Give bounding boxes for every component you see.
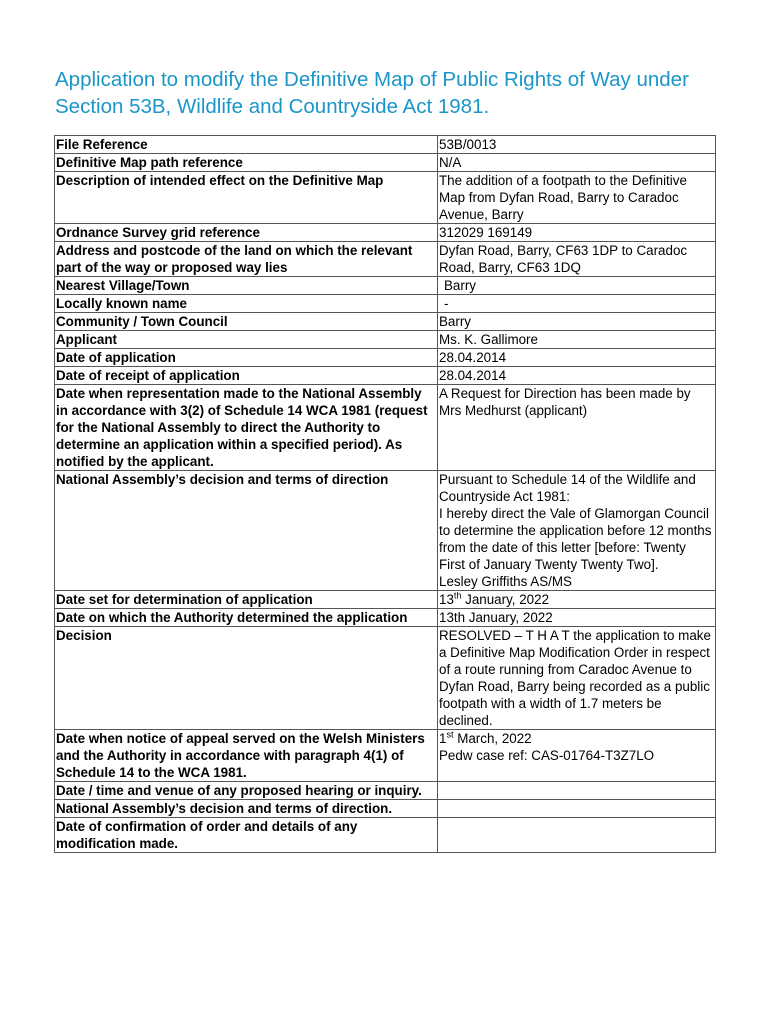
row-value	[438, 818, 716, 853]
row-label: File Reference	[55, 136, 438, 154]
application-details-table	[54, 135, 716, 853]
row-value: 28.04.2014	[438, 349, 716, 367]
row-value: RESOLVED – T H A T the application to make a Definitive Map Modification Order in respect of a route running from Caradoc Avenue to Dyfan Road, Barry being recorded as a public footpath with a width of 1.7 meters be declined.	[438, 627, 716, 730]
row-label: Address and postcode of the land on which the relevant part of the way or proposed way lies	[55, 242, 438, 277]
table-row	[55, 367, 716, 385]
table-row	[55, 154, 716, 172]
row-label: Locally known name	[55, 295, 438, 313]
date-ordinal: th	[453, 590, 462, 601]
table-row	[55, 782, 716, 800]
row-label: National Assembly’s decision and terms of direction	[55, 471, 438, 591]
row-label: Applicant	[55, 331, 438, 349]
row-label: Date set for determination of application	[55, 591, 438, 609]
row-label: Date of receipt of application	[55, 367, 438, 385]
table-row	[55, 277, 716, 295]
table-row	[55, 172, 716, 224]
row-label: Date on which the Authority determined the application	[55, 609, 438, 627]
table-row	[55, 627, 716, 730]
row-value	[438, 800, 716, 818]
row-label: Date / time and venue of any proposed hearing or inquiry.	[55, 782, 438, 800]
row-label: Description of intended effect on the Definitive Map	[55, 172, 438, 224]
date-ordinal: st	[446, 729, 454, 740]
case-reference: Pedw case ref: CAS-01764-T3Z7LO	[439, 748, 655, 763]
date-day: 1	[439, 731, 447, 746]
row-value: A Request for Direction has been made by Mrs Medhurst (applicant)	[438, 385, 716, 471]
table-row	[55, 295, 716, 313]
row-value	[438, 591, 716, 609]
row-value	[438, 730, 716, 782]
table-row	[55, 224, 716, 242]
table-row	[55, 591, 716, 609]
row-value: Barry	[438, 313, 716, 331]
row-value: N/A	[438, 154, 716, 172]
row-value: The addition of a footpath to the Definitive Map from Dyfan Road, Barry to Caradoc Avenue, Barry	[438, 172, 716, 224]
row-value: 28.04.2014	[438, 367, 716, 385]
row-value: -	[438, 295, 716, 313]
page-title: Application to modify the Definitive Map of Public Rights of Way under Section 53B, Wildlife and Countryside Act 1981.	[55, 68, 689, 118]
table-row	[55, 313, 716, 331]
table-row	[55, 136, 716, 154]
row-label: Date of confirmation of order and details of any modification made.	[55, 818, 438, 853]
table-row	[55, 818, 716, 853]
row-label: Nearest Village/Town	[55, 277, 438, 295]
date-day: 13	[439, 592, 454, 607]
date-rest: January, 2022	[461, 592, 550, 607]
row-label: Definitive Map path reference	[55, 154, 438, 172]
row-value: 312029 169149	[438, 224, 716, 242]
row-value: 13th January, 2022	[438, 609, 716, 627]
row-label: Decision	[55, 627, 438, 730]
table-row	[55, 800, 716, 818]
row-value: Dyfan Road, Barry, CF63 1DP to Caradoc Road, Barry, CF63 1DQ	[438, 242, 716, 277]
table-row	[55, 609, 716, 627]
row-value: Pursuant to Schedule 14 of the Wildlife and Countryside Act 1981: I hereby direct the Vale of Glamorgan Council to determine the application before 12 months from the date of this letter [before: Twenty First of January Twenty Twenty Two]. Lesley Griffiths AS/MS	[438, 471, 716, 591]
row-label: National Assembly’s decision and terms of direction.	[55, 800, 438, 818]
table-row	[55, 471, 716, 591]
table-row	[55, 331, 716, 349]
date-rest: March, 2022	[453, 731, 532, 746]
row-label: Date when notice of appeal served on the Welsh Ministers and the Authority in accordance with paragraph 4(1) of Schedule 14 to the WCA 1981.	[55, 730, 438, 782]
row-value: 53B/0013	[438, 136, 716, 154]
table-row	[55, 385, 716, 471]
row-label: Date when representation made to the National Assembly in accordance with 3(2) of Schedule 14 WCA 1981 (request for the National Assembly to direct the Authority to determine an application within a specified period). As notified by the applicant.	[55, 385, 438, 471]
row-label: Date of application	[55, 349, 438, 367]
table-row	[55, 349, 716, 367]
row-label: Community / Town Council	[55, 313, 438, 331]
row-label: Ordnance Survey grid reference	[55, 224, 438, 242]
row-value: Barry	[438, 277, 716, 295]
table-row	[55, 730, 716, 782]
row-value	[438, 782, 716, 800]
row-value: Ms. K. Gallimore	[438, 331, 716, 349]
table-row	[55, 242, 716, 277]
